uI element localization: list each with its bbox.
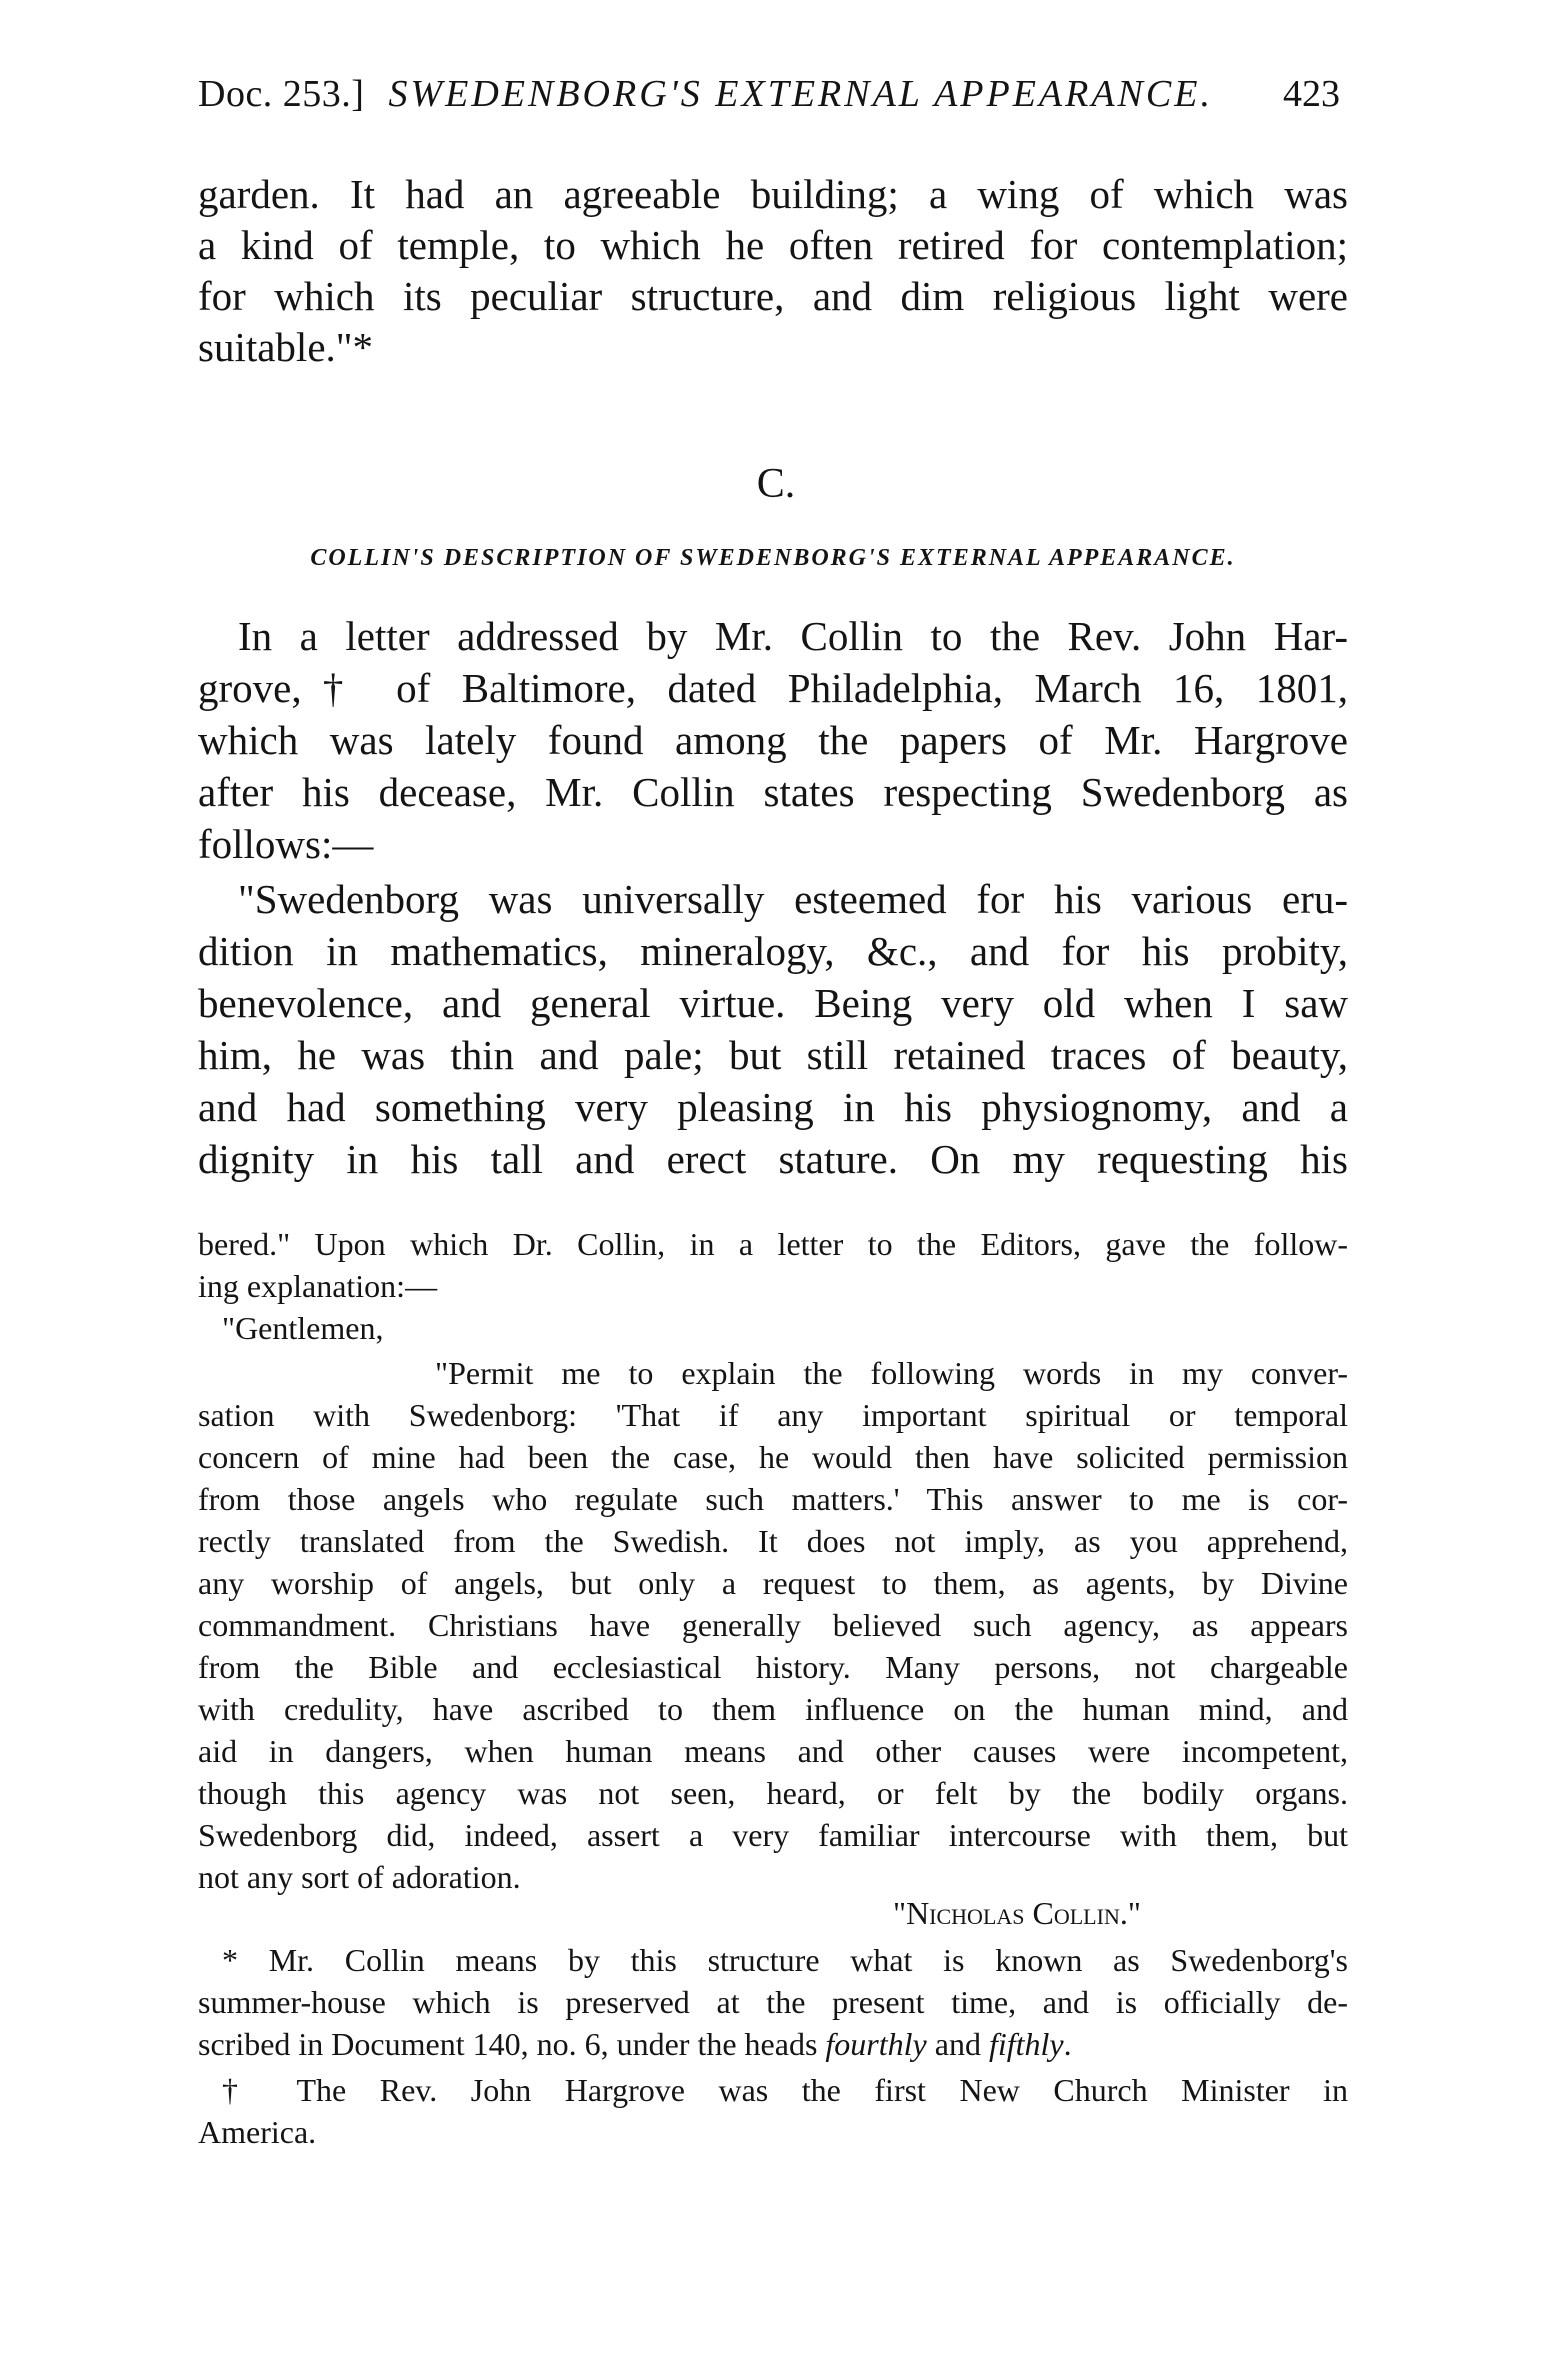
letter-line: not any sort of adoration. bbox=[198, 1859, 521, 1895]
footnote-italic: fourthly bbox=[825, 2026, 927, 2062]
body-line: grove,† of Baltimore, dated Philadelphia, March 16, 1801, bbox=[198, 665, 1348, 711]
letter-line: aid in dangers, when human means and other causes were incompetent, bbox=[198, 1733, 1348, 1769]
body-line: which was lately found among the papers of Mr. Hargrove bbox=[198, 717, 1348, 763]
letter-line: "Permit me to explain the following words in my conver- bbox=[435, 1355, 1348, 1391]
body-line: benevolence, and general virtue. Being very old when I saw bbox=[198, 980, 1348, 1026]
footnote-text: and bbox=[926, 2026, 989, 2062]
body-line: follows:— bbox=[198, 821, 374, 867]
letter-line: rectly translated from the Swedish. It does not imply, as you apprehend, bbox=[198, 1523, 1348, 1559]
continuation-line: bered." Upon which Dr. Collin, in a letter to the Editors, gave the follow- bbox=[198, 1226, 1348, 1262]
body-line: for which its peculiar structure, and dim religious light were bbox=[198, 273, 1348, 319]
section-letter: C. bbox=[756, 461, 796, 507]
body-line: "Swedenborg was universally esteemed for his various eru- bbox=[238, 876, 1348, 922]
footnote-line bbox=[198, 2026, 1348, 2063]
body-line: dition in mathematics, mineralogy, &c., and for his probity, bbox=[198, 928, 1348, 974]
body-line: suitable."* bbox=[198, 324, 374, 370]
page-number: 423 bbox=[1283, 73, 1340, 115]
letter-line: from those angels who regulate such matters.' This answer to me is cor- bbox=[198, 1481, 1348, 1517]
letter-line: concern of mine had been the case, he would then have solicited permission bbox=[198, 1439, 1348, 1475]
footnote-line: America. bbox=[198, 2114, 317, 2150]
letter-line: though this agency was not seen, heard, or felt by the bodily organs. bbox=[198, 1775, 1348, 1811]
body-line: a kind of temple, to which he often retired for contemplation; bbox=[198, 222, 1348, 268]
salutation: "Gentlemen, bbox=[222, 1310, 384, 1346]
body-line: garden. It had an agreeable building; a wing of which was bbox=[198, 171, 1348, 217]
letter-line: commandment. Christians have generally believed such agency, as appears bbox=[198, 1607, 1348, 1643]
body-line: and had something very pleasing in his physiognomy, and a bbox=[198, 1084, 1348, 1130]
section-title: COLLIN'S DESCRIPTION OF SWEDENBORG'S EXTERNAL APPEARANCE. bbox=[310, 545, 1236, 571]
body-line: after his decease, Mr. Collin states respecting Swedenborg as bbox=[198, 769, 1348, 815]
signature: "Nicholas Collin." bbox=[893, 1895, 1141, 1931]
letter-line: from the Bible and ecclesiastical history. Many persons, not chargeable bbox=[198, 1649, 1348, 1685]
letter-line: sation with Swedenborg: 'That if any important spiritual or temporal bbox=[198, 1397, 1348, 1433]
footnote-line: * Mr. Collin means by this structure what is known as Swedenborg's bbox=[222, 1942, 1348, 1978]
footnote-italic: fifthly bbox=[988, 2026, 1064, 2062]
letter-line: with credulity, have ascribed to them influence on the human mind, and bbox=[198, 1691, 1348, 1727]
body-line: In a letter addressed by Mr. Collin to the Rev. John Har- bbox=[238, 613, 1348, 659]
footnote-text: . bbox=[1063, 2026, 1072, 2062]
footnote-text: scribed in Document 140, no. 6, under the heads bbox=[198, 2026, 826, 2062]
doc-reference: Doc. 253.] bbox=[198, 73, 365, 115]
running-head bbox=[198, 72, 1213, 116]
letter-line: Swedenborg did, indeed, assert a very familiar intercourse with them, but bbox=[198, 1817, 1348, 1853]
running-title: SWEDENBORG'S EXTERNAL APPEARANCE. bbox=[388, 73, 1213, 115]
letter-line: any worship of angels, but only a request to them, as agents, by Divine bbox=[198, 1565, 1348, 1601]
footnote-line: summer-house which is preserved at the present time, and is officially de- bbox=[198, 1984, 1348, 2020]
continuation-line: ing explanation:— bbox=[198, 1268, 438, 1304]
body-line: him, he was thin and pale; but still retained traces of beauty, bbox=[198, 1032, 1348, 1078]
footnote-line: † The Rev. John Hargrove was the first New Church Minister in bbox=[222, 2072, 1348, 2108]
body-line: dignity in his tall and erect stature. On my requesting his bbox=[198, 1136, 1348, 1182]
